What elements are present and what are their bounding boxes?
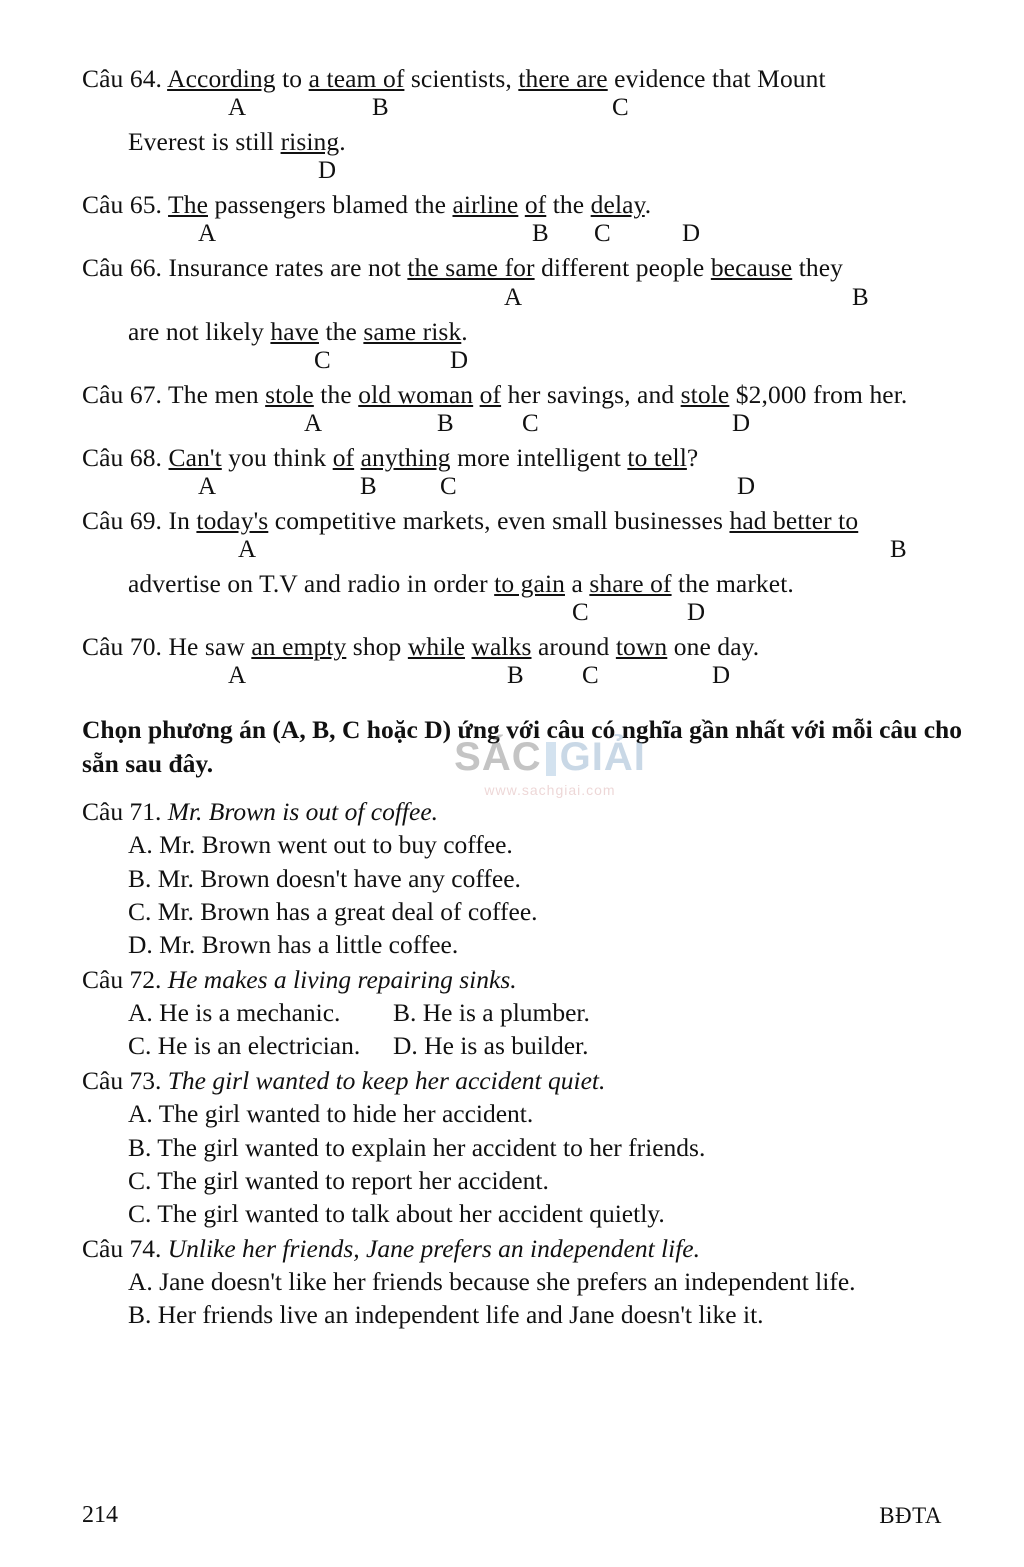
answer-marker-row — [82, 285, 982, 313]
text-segment: Câu 70. He saw — [82, 632, 252, 662]
mcq-option-row — [82, 1029, 982, 1062]
mcq-option[interactable]: B. Mr. Brown doesn't have any coffee. — [128, 863, 521, 893]
answer-marker-a[interactable]: A — [198, 220, 217, 248]
text-segment: evidence that Mount — [607, 64, 826, 93]
mcq-stem — [82, 795, 982, 828]
question-q66 — [82, 251, 982, 375]
mcq-option[interactable]: C. Mr. Brown has a great deal of coffee. — [128, 896, 538, 926]
text-segment: they — [792, 253, 844, 283]
mcq-option[interactable]: A. Jane doesn't like her friends because she prefers an independent life. — [128, 1267, 856, 1297]
text-segment: scientists, — [404, 64, 519, 93]
mcq-option[interactable]: C. The girl wanted to report her accident. — [128, 1165, 549, 1195]
watermark-url: www.sachgiai.com — [484, 782, 616, 798]
underlined-segment[interactable]: share of — [589, 569, 672, 599]
mcq-option[interactable]: A. He is a mechanic. — [128, 998, 341, 1028]
answer-marker-c[interactable]: C — [522, 409, 539, 437]
underlined-segment[interactable]: of — [524, 190, 547, 220]
mcq-option-row — [82, 996, 982, 1029]
text-segment: Câu 69. In — [82, 505, 197, 535]
answer-marker-c[interactable]: C — [594, 220, 611, 248]
mcq-stem-label: Câu 74. — [82, 1234, 168, 1264]
answer-marker-a[interactable]: A — [504, 283, 523, 311]
underlined-segment[interactable]: anything — [360, 442, 451, 472]
underlined-segment[interactable]: walks — [471, 632, 532, 662]
answer-marker-row — [82, 663, 982, 691]
answer-marker-row — [82, 158, 982, 186]
text-segment: Everest is still — [128, 127, 281, 157]
text-segment: the — [546, 190, 591, 220]
answer-marker-c[interactable]: C — [314, 346, 331, 374]
mcq-q74 — [82, 1232, 982, 1331]
answer-marker-d[interactable]: D — [450, 346, 469, 374]
mcq-stem-label: Câu 71. — [82, 797, 168, 827]
underlined-segment[interactable]: airline — [452, 190, 519, 220]
question-line — [82, 251, 982, 284]
underlined-segment[interactable]: while — [407, 632, 466, 662]
underlined-segment[interactable]: According — [167, 64, 276, 93]
text-segment: . — [644, 190, 652, 220]
text-segment: her savings, and — [501, 379, 681, 409]
answer-marker-a[interactable]: A — [238, 536, 257, 564]
answer-marker-row — [82, 537, 982, 565]
answer-marker-a[interactable]: A — [228, 662, 247, 690]
mcq-option[interactable]: D. Mr. Brown has a little coffee. — [128, 929, 459, 959]
question-q67 — [82, 378, 982, 439]
page-content — [82, 62, 982, 1333]
underlined-segment[interactable]: the same for — [407, 253, 535, 283]
page-number: 214 — [82, 1502, 118, 1528]
answer-marker-row — [82, 600, 982, 628]
text-segment: you think — [221, 442, 333, 472]
answer-marker-row — [82, 221, 982, 249]
answer-marker-b[interactable]: B — [890, 536, 907, 564]
underlined-segment[interactable]: rising — [280, 127, 340, 157]
mcq-option[interactable]: B. He is a plumber. — [393, 998, 590, 1028]
underlined-segment[interactable]: there are — [518, 64, 608, 93]
mcq-option[interactable]: A. The girl wanted to hide her accident. — [128, 1099, 534, 1129]
question-line — [82, 441, 982, 474]
underlined-segment[interactable]: have — [270, 316, 319, 346]
question-q68 — [82, 441, 982, 502]
underlined-segment[interactable]: to tell — [627, 442, 687, 472]
question-line — [82, 504, 982, 537]
underlined-segment[interactable]: of — [479, 379, 502, 409]
answer-marker-d[interactable]: D — [318, 157, 337, 185]
text-segment: competitive markets, even small businesses — [268, 505, 730, 535]
answer-marker-a[interactable]: A — [228, 94, 247, 122]
question-q65 — [82, 188, 982, 249]
mcq-stem-text: The girl wanted to keep her accident quiet. — [167, 1066, 606, 1096]
answer-marker-row — [82, 411, 982, 439]
underlined-segment[interactable]: stole — [265, 379, 314, 409]
underlined-segment[interactable]: The — [168, 190, 208, 220]
answer-marker-d[interactable]: D — [737, 472, 756, 500]
underlined-segment[interactable]: old woman — [358, 379, 474, 409]
answer-marker-d[interactable]: D — [682, 220, 701, 248]
question-line — [82, 378, 982, 411]
text-segment: one day. — [667, 632, 760, 662]
answer-marker-c[interactable]: C — [572, 599, 589, 627]
text-segment: different people — [534, 253, 711, 283]
answer-marker-c[interactable]: C — [582, 662, 599, 690]
mcq-stem — [82, 963, 982, 996]
question-line — [82, 188, 982, 221]
answer-marker-d[interactable]: D — [732, 409, 751, 437]
text-segment: Câu 68. — [82, 442, 169, 472]
underlined-segment[interactable]: because — [710, 253, 793, 283]
question-line — [82, 567, 982, 600]
answer-marker-b[interactable]: B — [437, 409, 454, 437]
underlined-segment[interactable]: delay — [590, 190, 645, 220]
question-line — [82, 630, 982, 663]
answer-marker-row — [82, 474, 982, 502]
mcq-option[interactable]: C. He is an electrician. — [128, 1031, 361, 1061]
text-segment: . — [461, 316, 468, 346]
mcq-option[interactable]: B. The girl wanted to explain her accident to her friends. — [128, 1132, 706, 1162]
underlined-segment[interactable]: an empty — [251, 632, 347, 662]
answer-marker-row — [82, 348, 982, 376]
text-segment: Câu 65. — [82, 190, 169, 220]
mcq-option[interactable]: C. The girl wanted to talk about her accident quietly. — [128, 1198, 665, 1228]
answer-marker-c[interactable]: C — [440, 472, 457, 500]
answer-marker-b[interactable]: B — [372, 94, 389, 122]
mcq-option[interactable]: A. Mr. Brown went out to buy coffee. — [128, 830, 513, 860]
error-identification-section — [82, 62, 982, 691]
mcq-stem-label: Câu 72. — [82, 964, 168, 994]
text-segment: $2,000 from her. — [729, 379, 908, 409]
answer-marker-a[interactable]: A — [198, 472, 217, 500]
underlined-segment[interactable]: to gain — [494, 569, 565, 599]
mcq-stem-label: Câu 73. — [82, 1066, 168, 1096]
underlined-segment[interactable]: of — [332, 442, 355, 472]
text-segment: the — [313, 379, 359, 409]
text-segment: advertise on T.V and radio in order — [128, 569, 495, 599]
text-segment: the market. — [671, 569, 794, 599]
question-line — [82, 315, 982, 348]
text-segment: Câu 67. The men — [82, 379, 266, 409]
mcq-stem — [82, 1232, 982, 1265]
question-line — [82, 125, 982, 158]
text-segment: are not likely — [128, 316, 271, 346]
mcq-q72 — [82, 963, 982, 1062]
question-q69 — [82, 504, 982, 628]
underlined-segment[interactable]: had better to — [729, 505, 859, 535]
text-segment: . — [339, 127, 346, 157]
underlined-segment[interactable]: stole — [680, 379, 730, 409]
answer-marker-d[interactable]: D — [687, 599, 706, 627]
text-segment: Câu 66. Insurance rates are not — [82, 253, 408, 283]
text-segment: to — [275, 64, 309, 93]
text-segment: passengers blamed the — [208, 190, 453, 220]
watermark-text-right: GIẢI — [559, 735, 646, 779]
text-segment: a — [564, 569, 590, 599]
answer-marker-b[interactable]: B — [507, 662, 524, 690]
mcq-stem — [82, 1064, 982, 1097]
answer-marker-a[interactable]: A — [304, 409, 323, 437]
underlined-segment[interactable]: Can't — [168, 442, 222, 472]
answer-marker-row — [82, 95, 982, 123]
section-instruction: Chọn phương án (A, B, C hoặc D) ứng với câu có nghĩa gần nhất với mỗi câu cho sẵn sau đây. — [82, 715, 962, 779]
mcq-option[interactable]: B. Her friends live an independent life and Jane doesn't like it. — [128, 1300, 764, 1330]
underlined-segment[interactable]: town — [615, 632, 668, 662]
watermark-text-left: SÁC — [454, 735, 542, 779]
question-line — [82, 62, 982, 95]
answer-marker-c[interactable]: C — [612, 94, 629, 122]
mcq-stem-text: He makes a living repairing sinks. — [167, 964, 517, 994]
answer-marker-b[interactable]: B — [532, 220, 549, 248]
answer-marker-b[interactable]: B — [852, 283, 869, 311]
answer-marker-d[interactable]: D — [712, 662, 731, 690]
text-segment: around — [531, 632, 616, 662]
underlined-segment[interactable]: today's — [196, 505, 269, 535]
text-segment: more intelligent — [450, 442, 628, 472]
mcq-stem-text: Mr. Brown is out of coffee. — [167, 797, 439, 827]
question-q64 — [82, 62, 982, 186]
mcq-stem-text: Unlike her friends, Jane prefers an independent life. — [167, 1234, 701, 1264]
underlined-segment[interactable]: a team of — [308, 64, 405, 93]
page-footer — [82, 1502, 942, 1529]
text-segment: ? — [686, 442, 699, 472]
mcq-q73 — [82, 1064, 982, 1230]
footer-code: BĐTA — [879, 1503, 942, 1528]
mcq-option[interactable]: D. He is as builder. — [393, 1031, 589, 1061]
closest-meaning-section — [82, 795, 982, 1331]
text-segment: shop — [346, 632, 408, 662]
text-segment: the — [318, 316, 364, 346]
text-segment: Câu 64. — [82, 64, 168, 93]
underlined-segment[interactable]: same risk — [363, 316, 462, 346]
mcq-q71 — [82, 795, 982, 961]
question-q70 — [82, 630, 982, 691]
answer-marker-b[interactable]: B — [360, 472, 377, 500]
